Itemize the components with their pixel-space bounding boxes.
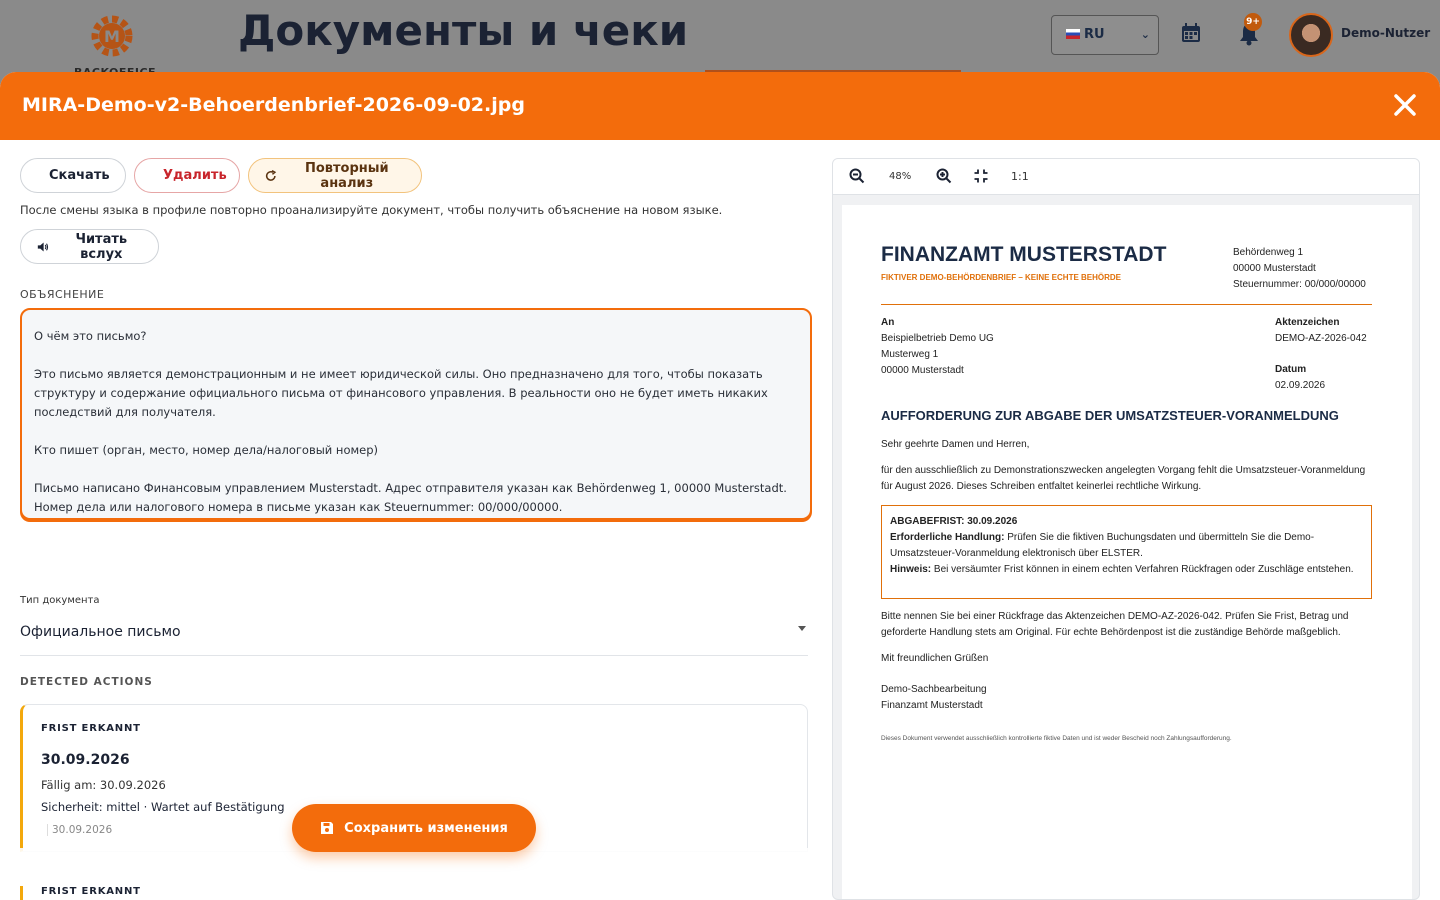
reanalyze-button[interactable]: [248, 158, 422, 193]
recipient-address: An Beispielbetrieb Demo UG Musterweg 1 00000 Musterstadt: [881, 317, 994, 376]
deadline-box: ABGABEFRIST: 30.09.2026 Erforderliche Handlung: Prüfen Sie die fiktiven Buchungsdaten und übermitteln Sie die Demo-Umsatzsteuer-Voranmeldung elektronisch über ELSTER. Hinweis: Bei versäumter Frist können in einem echten Verfahren Rückfragen oder Zuschläge entstehen.: [881, 505, 1372, 599]
svg-text:M: M: [104, 27, 120, 46]
zoom-level: 48%: [889, 171, 912, 182]
letter-title: FINANZAMT MUSTERSTADT: [881, 243, 1167, 266]
actual-size-button[interactable]: 1:1: [1011, 170, 1029, 183]
modal-title: MIRA-Demo-v2-Behoerdenbrief-2026-09-02.jpg: [22, 94, 525, 116]
sender-address: Behördenweg 1 00000 Musterstadt Steuernummer: 00/000/00000: [1233, 247, 1366, 290]
details-panel: [20, 158, 812, 900]
delete-label: Удалить: [163, 168, 227, 183]
explanation-label: ОБЪЯСНЕНИЕ: [20, 288, 105, 301]
doc-type-select[interactable]: [20, 610, 808, 656]
russia-flag-icon: [1066, 29, 1080, 39]
explanation-textarea[interactable]: [20, 308, 812, 520]
save-label: Сохранить изменения: [344, 820, 508, 836]
letter-footer: Dieses Dokument verwendet ausschließlich kontrollierte fiktive Daten und ist weder Bescheid noch Zahlungsaufforderung.: [881, 735, 1232, 742]
read-aloud-label: Читать вслух: [75, 231, 128, 262]
explanation-paragraph: Это письмо является демонстрационным и не имеет юридической силы. Оно предназначено для того, чтобы показать структуру и содержание официального письма от финансового управления. В реальности оно не будет иметь никаких последствий для получателя.: [34, 367, 768, 419]
chevron-down-icon: ⌄: [1140, 28, 1150, 41]
explanation-paragraph: Письмо написано Финансовым управлением Musterstadt. Адрес отправителя указан как Behördenweg 1, 00000 Musterstadt. Номер дела или налогового номера в письме указан как Steuernummer: 00/000/00000.: [34, 481, 787, 514]
letter-closing: Bitte nennen Sie bei einer Rückfrage das Aktenzeichen DEMO-AZ-2026-042. Prüfen Sie Frist, Betrag und geforderte Handlung stets am Original. Für echte Behördenpost ist die zuständige Behörde maßgeblich. Mit freundlichen Grüßen Demo-Sachbearbeitung Finanzamt Musterstadt: [881, 611, 1349, 711]
read-aloud-button[interactable]: [20, 229, 159, 264]
letter-divider: [881, 304, 1372, 305]
zoom-in-icon[interactable]: [936, 168, 952, 184]
page-title: Документы и чеки: [238, 6, 689, 55]
download-button[interactable]: [20, 158, 126, 193]
fit-screen-icon[interactable]: [974, 169, 988, 183]
letter-subtitle: FIKTIVER DEMO-BEHÖRDENBRIEF – KEINE ECHTE BEHÖRDE: [881, 273, 1122, 282]
action-date: 30.09.2026: [41, 752, 130, 768]
refresh-icon: [265, 169, 277, 183]
action-date-input[interactable]: 30.09.2026: [47, 824, 789, 836]
document-preview: [832, 158, 1420, 900]
letter-body: Sehr geehrte Damen und Herren, für den ausschließlich zu Demonstrationszwecken angelegten Vorgang fehlt die Umsatzsteuer-Voranmeldung für August 2026. Dieses Schreiben entfaltet keinerlei rechtliche Wirkung.: [881, 439, 1366, 492]
floppy-icon: [320, 821, 334, 835]
reference-block: Aktenzeichen DEMO-AZ-2026-042 Datum 02.09.2026: [1275, 317, 1367, 391]
action-tag: FRIST ERKANNT: [41, 723, 141, 734]
doc-type-value: Официальное письмо: [20, 624, 181, 640]
user-name[interactable]: Demo-Nutzer: [1341, 26, 1431, 40]
notification-badge: 9+: [1244, 13, 1262, 31]
gear-logo-icon: [88, 12, 136, 60]
action-certainty: Sicherheit: mittel · Wartet auf Bestätigung: [41, 800, 285, 814]
calendar-icon[interactable]: [1180, 22, 1202, 44]
action-card-next: [20, 886, 808, 900]
avatar[interactable]: [1289, 13, 1333, 57]
close-icon[interactable]: [1390, 90, 1420, 120]
zoom-out-icon[interactable]: [849, 168, 865, 184]
reanalyze-label: Повторный анализ: [304, 160, 389, 191]
speaker-icon: [37, 240, 49, 254]
delete-button[interactable]: [134, 158, 240, 193]
reanalyze-hint: После смены языка в профиле повторно проанализируйте документ, чтобы получить объяснение на новом языке.: [20, 203, 723, 217]
doc-type-label: Тип документа: [20, 595, 100, 606]
download-label: Скачать: [49, 168, 110, 183]
document-modal: [0, 72, 1440, 900]
explanation-paragraph: Кто пишет (орган, место, номер дела/налоговый номер): [34, 443, 379, 457]
detected-actions-label: DETECTED ACTIONS: [20, 676, 153, 688]
explanation-paragraph: О чём это письмо?: [34, 329, 147, 343]
letter-heading: AUFFORDERUNG ZUR ABGABE DER UMSATZSTEUER-VORANMELDUNG: [881, 408, 1339, 423]
preview-toolbar: [833, 159, 1419, 195]
save-changes-button[interactable]: [292, 804, 536, 852]
action-tag: FRIST ERKANNT: [41, 886, 141, 897]
letter-page: [842, 205, 1412, 900]
modal-header: [0, 72, 1440, 140]
caret-down-icon: [798, 626, 806, 631]
language-value: RU: [1084, 27, 1105, 42]
language-select[interactable]: [1051, 15, 1159, 55]
action-due: Fällig am: 30.09.2026: [41, 778, 166, 792]
